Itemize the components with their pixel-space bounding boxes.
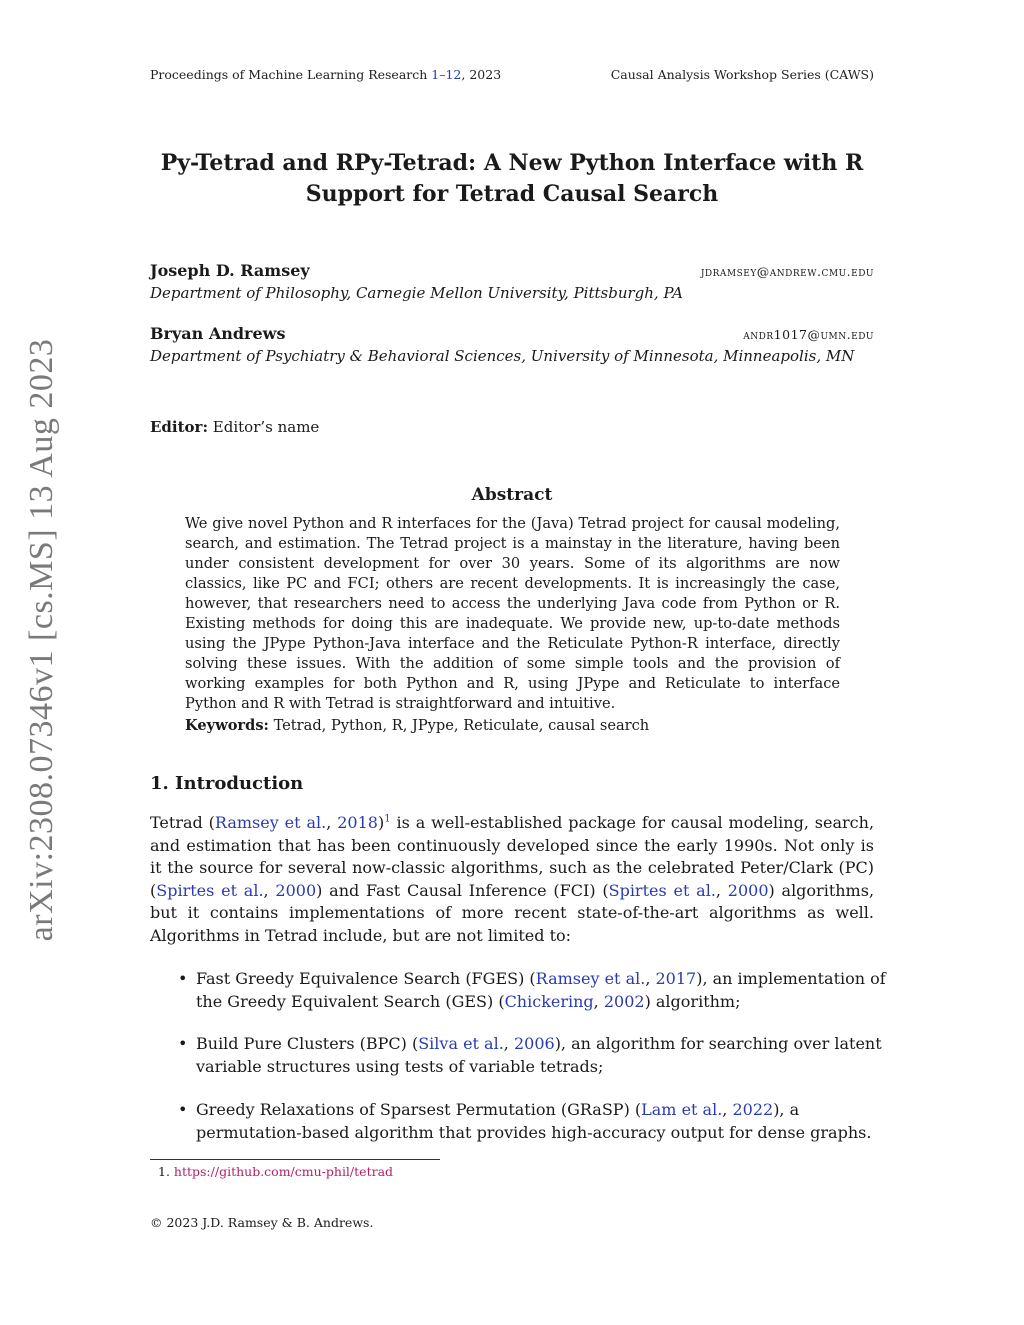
citation-author-link[interactable]: Silva et al. <box>418 1034 504 1053</box>
citation-author-link[interactable]: Lam et al. <box>641 1100 723 1119</box>
editor-line <box>150 418 319 436</box>
abstract-body: We give novel Python and R interfaces for the (Java) Tetrad project for causal modeling, search, and estimation. The Tetrad project is a mainstay in the literature, having been under consistent development for over 30 years. Some of its algorithms are now classics, like PC and FCI; others are recent developments. It is increasingly the case, however, that researchers need to access the underlying Java code from Python or R. Existing methods for doing this are inadequate. We provide new, up-to-date methods using the JPype Python-Java interface and the Reticulate Python-R interface, directly solving these issues. With the addition of some simple tools and the provision of working examples for both Python and R, using JPype and Reticulate to interface Python and R with Tetrad is straightforward and intuitive. <box>185 515 840 712</box>
author-name: Joseph D. Ramsey <box>150 261 310 280</box>
author-affiliation: Department of Philosophy, Carnegie Mellon University, Pittsburgh, PA <box>150 284 683 302</box>
citation-year-link[interactable]: 2022 <box>732 1100 774 1119</box>
author-email: andr1017@umn.edu <box>743 327 874 342</box>
arxiv-stamp: arXiv:2308.07346v1 [cs.MS] 13 Aug 2023 <box>23 338 60 942</box>
citation-year-link[interactable]: 2000 <box>275 880 317 900</box>
author-name: Bryan Andrews <box>150 324 286 343</box>
keywords <box>185 717 840 734</box>
citation-author-link[interactable]: Spirtes et al. <box>608 880 716 900</box>
author-email: jdramsey@andrew.cmu.edu <box>700 264 874 279</box>
citation-year-link[interactable]: 2000 <box>727 880 769 900</box>
paper-title <box>130 148 894 210</box>
intro-paragraph: Tetrad (Ramsey et al., 2018)$^1$ is a well-established package for causal modeling, search, and estimation that has been continuously developed since the early 1990s. Not only is it the source for several now-classic algorithms, such as the celebrated Peter/Clark (PC) (Spirtes et al., 2000) and Fast Causal Inference (FCI) (Spirtes et al., 2000) algorithms, but it contains implementations of more recent state-of-the-art algorithms as well. Algorithms in Tetrad include, but are not limited to: <box>150 813 875 945</box>
citation-author-link[interactable]: Chickering <box>504 992 594 1011</box>
abstract-heading: Abstract <box>471 485 553 505</box>
citation-year-link[interactable]: 2018 <box>337 813 378 832</box>
bullet-icon: • <box>178 969 188 988</box>
footnote-number: 1. <box>158 1164 170 1179</box>
footnote-marker[interactable]: 1 <box>384 813 391 825</box>
citation-year-link[interactable]: 2006 <box>513 1034 555 1053</box>
page-range-link[interactable]: 1–12 <box>431 67 462 82</box>
editor-value: Editor’s name <box>212 418 320 436</box>
editor-label: Editor: <box>150 418 208 436</box>
keywords-list: Tetrad, Python, R, JPype, Reticulate, causal search <box>273 717 650 734</box>
bullet-icon: • <box>178 1100 188 1119</box>
title-line-1: Py-Tetrad and RPy-Tetrad: A New Python Interface with R <box>160 150 864 176</box>
citation-year-link[interactable]: 2017 <box>655 969 697 988</box>
bullet-icon: • <box>178 1034 188 1053</box>
citation-author-link[interactable]: Spirtes et al. <box>156 880 264 900</box>
footnote-url-link[interactable]: https://github.com/cmu-phil/tetrad <box>173 1164 394 1179</box>
footnote <box>158 1164 393 1179</box>
copyright-notice: © 2023 J.D. Ramsey & B. Andrews. <box>150 1215 374 1230</box>
author-affiliation: Department of Psychiatry & Behavioral Sciences, University of Minnesota, Minneapolis, MN <box>150 347 855 365</box>
running-header-left: Proceedings of Machine Learning Research 1–12, 2023 <box>150 67 502 82</box>
citation-author-link[interactable]: Ramsey et al. <box>214 813 327 832</box>
title-line-2: Support for Tetrad Causal Search <box>305 181 719 207</box>
section-heading: 1. Introduction <box>150 773 304 794</box>
citation-author-link[interactable]: Ramsey et al. <box>535 969 646 988</box>
running-header-right: Causal Analysis Workshop Series (CAWS) <box>610 67 874 82</box>
footnote-rule <box>150 1159 440 1160</box>
citation-year-link[interactable]: 2002 <box>603 992 645 1011</box>
keywords-label: Keywords: <box>185 717 269 734</box>
